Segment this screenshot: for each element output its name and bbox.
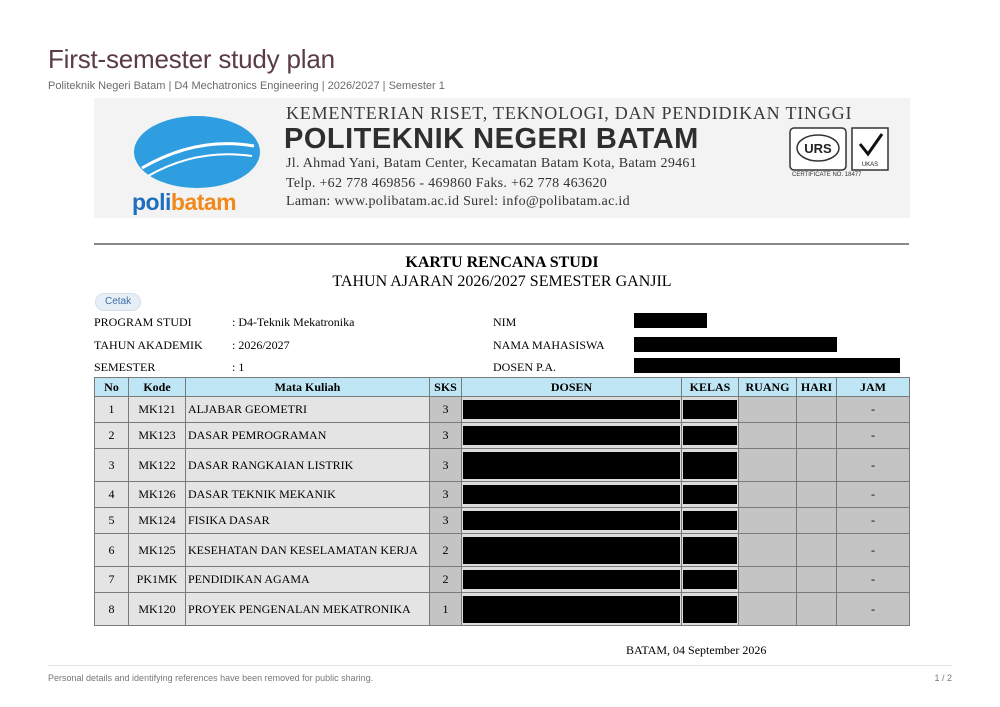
- cell-mata-kuliah: PENDIDIKAN AGAMA: [186, 567, 430, 593]
- table-row: [95, 534, 910, 567]
- krs-scan: [94, 98, 910, 658]
- cell-ruang: [739, 423, 797, 449]
- cell-kode: MK122: [129, 449, 186, 482]
- cell-kode: MK121: [129, 397, 186, 423]
- cell-hari: [797, 449, 837, 482]
- cell-jam: -: [837, 449, 910, 482]
- cell-ruang: [739, 482, 797, 508]
- cell-sks: 2: [430, 534, 462, 567]
- table-row: [95, 508, 910, 534]
- cell-hari: [797, 534, 837, 567]
- cell-no: 8: [95, 593, 129, 626]
- letterhead: [94, 98, 910, 218]
- footer-note: Personal details and identifying references have been removed for public sharing.: [48, 673, 374, 683]
- cell-no: 4: [95, 482, 129, 508]
- header-dosen: DOSEN: [462, 378, 682, 397]
- table-row: [95, 397, 910, 423]
- cell-jam: -: [837, 593, 910, 626]
- nim-redaction: [634, 313, 707, 328]
- cell-jam: -: [837, 423, 910, 449]
- cell-mata-kuliah: ALJABAR GEOMETRI: [186, 397, 430, 423]
- cell-jam: -: [837, 482, 910, 508]
- program-label: PROGRAM STUDI: [94, 315, 192, 329]
- table-row: [95, 567, 910, 593]
- table-header-row: [95, 378, 910, 397]
- program-value: : D4-Teknik Mekatronika: [232, 315, 355, 329]
- cell-kelas-redacted: [682, 593, 739, 626]
- cell-hari: [797, 482, 837, 508]
- date-line: BATAM, 04 September 2026: [626, 643, 767, 657]
- cell-dosen-redacted: [462, 508, 682, 534]
- cell-kelas-redacted: [682, 449, 739, 482]
- cell-kelas-redacted: [682, 423, 739, 449]
- cert-ukas-label: UKAS: [861, 162, 879, 168]
- cell-no: 5: [95, 508, 129, 534]
- cell-mata-kuliah: DASAR PEMROGRAMAN: [186, 423, 430, 449]
- cert-urs-label: URS: [804, 141, 832, 156]
- cell-ruang: [739, 449, 797, 482]
- cell-no: 1: [95, 397, 129, 423]
- table-row: [95, 423, 910, 449]
- cell-mata-kuliah: DASAR TEKNIK MEKANIK: [186, 482, 430, 508]
- cell-mata-kuliah: DASAR RANGKAIAN LISTRIK: [186, 449, 430, 482]
- cell-kode: MK120: [129, 593, 186, 626]
- cell-kode: MK126: [129, 482, 186, 508]
- cell-dosen-redacted: [462, 593, 682, 626]
- advisor-redaction: [634, 358, 900, 373]
- header-sks: SKS: [430, 378, 462, 397]
- cell-sks: 3: [430, 397, 462, 423]
- cell-dosen-redacted: [462, 449, 682, 482]
- semester-value: : 1: [232, 360, 245, 374]
- cell-sks: 3: [430, 449, 462, 482]
- cell-hari: [797, 593, 837, 626]
- cell-jam: -: [837, 567, 910, 593]
- course-table: [94, 377, 910, 626]
- cell-hari: [797, 508, 837, 534]
- year-value: : 2026/2027: [232, 338, 290, 352]
- letterhead-ministry: KEMENTERIAN RISET, TEKNOLOGI, DAN PENDIDIKAN TINGGI: [286, 103, 853, 123]
- table-row: [95, 449, 910, 482]
- cell-dosen-redacted: [462, 482, 682, 508]
- letterhead-divider: [94, 243, 909, 245]
- header-jam: JAM: [837, 378, 910, 397]
- cell-mata-kuliah: FISIKA DASAR: [186, 508, 430, 534]
- header-no: No: [95, 378, 129, 397]
- cell-ruang: [739, 508, 797, 534]
- cell-no: 3: [95, 449, 129, 482]
- cell-kelas-redacted: [682, 508, 739, 534]
- cell-dosen-redacted: [462, 423, 682, 449]
- cell-kelas-redacted: [682, 397, 739, 423]
- year-label: TAHUN AKADEMIK: [94, 338, 203, 352]
- cell-sks: 3: [430, 423, 462, 449]
- header-kelas: KELAS: [682, 378, 739, 397]
- cell-hari: [797, 397, 837, 423]
- cell-ruang: [739, 397, 797, 423]
- table-row: [95, 482, 910, 508]
- cell-kelas-redacted: [682, 482, 739, 508]
- cell-ruang: [739, 593, 797, 626]
- letterhead-address: Jl. Ahmad Yani, Batam Center, Kecamatan Batam Kota, Batam 29461: [286, 156, 698, 171]
- svg-text:polibatam: polibatam: [132, 189, 237, 215]
- page-indicator: 1 / 2: [934, 673, 952, 683]
- cell-mata-kuliah: KESEHATAN DAN KESELAMATAN KERJA: [186, 534, 430, 567]
- cell-sks: 3: [430, 482, 462, 508]
- header-ruang: RUANG: [739, 378, 797, 397]
- cell-ruang: [739, 534, 797, 567]
- cell-no: 6: [95, 534, 129, 567]
- cell-jam: -: [837, 534, 910, 567]
- cell-no: 7: [95, 567, 129, 593]
- page-title: First-semester study plan: [48, 44, 335, 74]
- cell-kode: PK1MK: [129, 567, 186, 593]
- cell-kelas-redacted: [682, 567, 739, 593]
- letterhead-web: Laman: www.polibatam.ac.id Surel: info@polibatam.ac.id: [286, 194, 630, 209]
- certificate-number: CERTIFICATE NO. 18477: [792, 172, 862, 178]
- header-kode: Kode: [129, 378, 186, 397]
- krs-subtitle: TAHUN AJARAN 2026/2027 SEMESTER GANJIL: [332, 273, 672, 290]
- semester-label: SEMESTER: [94, 360, 156, 374]
- table-row: [95, 593, 910, 626]
- cell-sks: 3: [430, 508, 462, 534]
- cell-ruang: [739, 567, 797, 593]
- cell-mata-kuliah: PROYEK PENGENALAN MEKATRONIKA: [186, 593, 430, 626]
- cell-kode: MK123: [129, 423, 186, 449]
- nim-label: NIM: [493, 315, 517, 329]
- cell-hari: [797, 423, 837, 449]
- header-mata-kuliah: Mata Kuliah: [186, 378, 430, 397]
- polibatam-logo-icon: [128, 106, 268, 218]
- cell-kode: MK124: [129, 508, 186, 534]
- cell-hari: [797, 567, 837, 593]
- letterhead-phone: Telp. +62 778 469856 - 469860 Faks. +62 778 463620: [286, 176, 608, 191]
- cell-kode: MK125: [129, 534, 186, 567]
- student-name-label: NAMA MAHASISWA: [493, 338, 605, 352]
- cell-jam: -: [837, 508, 910, 534]
- cell-jam: -: [837, 397, 910, 423]
- footer-divider: [48, 665, 952, 666]
- header-hari: HARI: [797, 378, 837, 397]
- cell-dosen-redacted: [462, 567, 682, 593]
- student-name-redaction: [634, 337, 837, 352]
- letterhead-institution: POLITEKNIK NEGERI BATAM: [284, 123, 699, 155]
- advisor-label: DOSEN P.A.: [493, 360, 557, 374]
- krs-title: KARTU RENCANA STUDI: [405, 254, 599, 271]
- cell-kelas-redacted: [682, 534, 739, 567]
- print-button[interactable]: Cetak: [95, 293, 141, 311]
- cell-dosen-redacted: [462, 534, 682, 567]
- cell-sks: 2: [430, 567, 462, 593]
- page-subtitle: Politeknik Negeri Batam | D4 Mechatronics Engineering | 2026/2027 | Semester 1: [48, 80, 445, 92]
- cell-dosen-redacted: [462, 397, 682, 423]
- cell-no: 2: [95, 423, 129, 449]
- cell-sks: 1: [430, 593, 462, 626]
